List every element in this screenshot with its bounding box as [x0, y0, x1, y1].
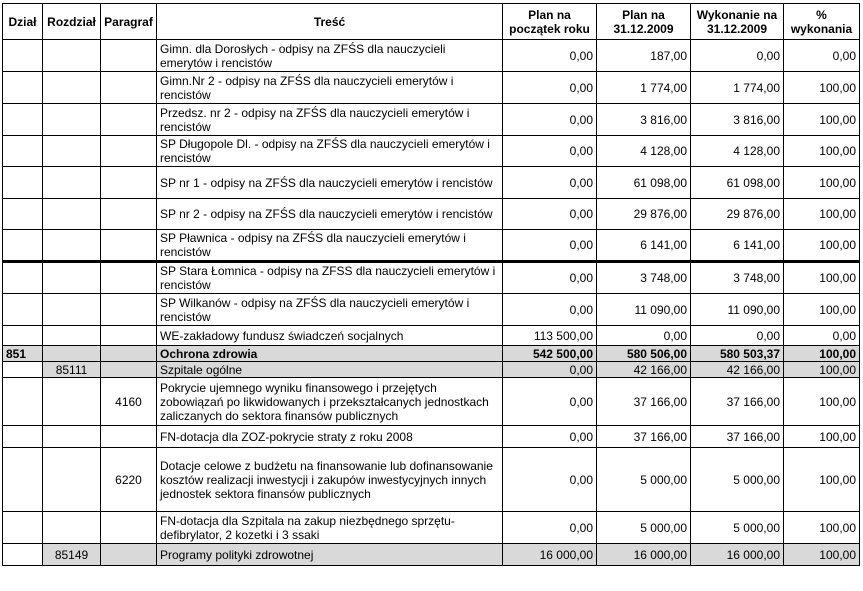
cell-rozdzial: [43, 512, 101, 544]
cell-plan-poczatek: 0,00: [503, 448, 597, 512]
cell-plan-poczatek: 0,00: [503, 362, 597, 378]
cell-wykonanie: 0,00: [691, 326, 784, 346]
cell-plan-31: 5 000,00: [597, 448, 691, 512]
cell-paragraf: 4160: [101, 378, 157, 426]
cell-rozdzial: [43, 346, 101, 362]
cell-rozdzial: [43, 136, 101, 167]
table-row: [3, 199, 860, 230]
cell-procent: 0,00: [784, 40, 860, 72]
cell-wykonanie: 37 166,00: [691, 378, 784, 426]
cell-dzial: [3, 262, 43, 294]
cell-plan-31: 42 166,00: [597, 362, 691, 378]
cell-wykonanie: 1 774,00: [691, 72, 784, 104]
cell-plan-poczatek: 0,00: [503, 167, 597, 199]
table-row: [3, 72, 860, 104]
cell-plan-poczatek: 0,00: [503, 136, 597, 167]
cell-paragraf: [101, 426, 157, 448]
cell-wykonanie: 0,00: [691, 40, 784, 72]
table-row: [3, 167, 860, 199]
cell-tresc: SP nr 1 - odpisy na ZFŚS dla nauczycieli emerytów i rencistów: [157, 167, 503, 199]
cell-tresc: Szpitale ogólne: [157, 362, 503, 378]
cell-tresc: Ochrona zdrowia: [157, 346, 503, 362]
cell-plan-poczatek: 0,00: [503, 262, 597, 294]
cell-wykonanie: 61 098,00: [691, 167, 784, 199]
cell-procent: 100,00: [784, 167, 860, 199]
cell-rozdzial: [43, 40, 101, 72]
cell-rozdzial: [43, 262, 101, 294]
header-row: [3, 4, 860, 40]
cell-plan-poczatek: 542 500,00: [503, 346, 597, 362]
cell-plan-poczatek: 0,00: [503, 40, 597, 72]
cell-dzial: [3, 199, 43, 230]
col-header-paragraf: Paragraf: [101, 4, 157, 40]
cell-paragraf: [101, 40, 157, 72]
cell-procent: 100,00: [784, 294, 860, 326]
col-header-plan-31: Plan na 31.12.2009: [597, 4, 691, 40]
table-row: [3, 40, 860, 72]
cell-plan-31: 580 506,00: [597, 346, 691, 362]
cell-wykonanie: 42 166,00: [691, 362, 784, 378]
cell-paragraf: [101, 326, 157, 346]
cell-dzial: [3, 72, 43, 104]
cell-plan-31: 61 098,00: [597, 167, 691, 199]
cell-dzial: [3, 512, 43, 544]
cell-plan-31: 37 166,00: [597, 426, 691, 448]
cell-paragraf: [101, 230, 157, 262]
cell-rozdzial: [43, 230, 101, 262]
col-header-tresc: Treść: [157, 4, 503, 40]
cell-rozdzial: 85149: [43, 544, 101, 566]
cell-plan-poczatek: 0,00: [503, 426, 597, 448]
cell-wykonanie: 3 748,00: [691, 262, 784, 294]
cell-wykonanie: 37 166,00: [691, 426, 784, 448]
cell-procent: 100,00: [784, 362, 860, 378]
cell-rozdzial: [43, 426, 101, 448]
cell-procent: 100,00: [784, 346, 860, 362]
table-row: [3, 512, 860, 544]
cell-paragraf: [101, 199, 157, 230]
cell-paragraf: [101, 72, 157, 104]
cell-dzial: [3, 294, 43, 326]
cell-wykonanie: 3 816,00: [691, 104, 784, 136]
cell-rozdzial: [43, 326, 101, 346]
cell-tresc: SP nr 2 - odpisy na ZFŚS dla nauczycieli emerytów i rencistów: [157, 199, 503, 230]
cell-procent: 100,00: [784, 72, 860, 104]
cell-procent: 100,00: [784, 448, 860, 512]
cell-procent: 100,00: [784, 136, 860, 167]
cell-wykonanie: 11 090,00: [691, 294, 784, 326]
table-row: [3, 426, 860, 448]
table-row-dzial: [3, 346, 860, 362]
cell-procent: 100,00: [784, 230, 860, 262]
cell-rozdzial: [43, 167, 101, 199]
table-row-rozdzial: [3, 362, 860, 378]
cell-dzial: [3, 230, 43, 262]
cell-procent: 100,00: [784, 104, 860, 136]
table-row: [3, 326, 860, 346]
cell-rozdzial: [43, 199, 101, 230]
cell-plan-31: 4 128,00: [597, 136, 691, 167]
cell-rozdzial: 85111: [43, 362, 101, 378]
cell-tresc: Gimn.Nr 2 - odpisy na ZFŚS dla nauczycieli emerytów i rencistów: [157, 72, 503, 104]
cell-wykonanie: 4 128,00: [691, 136, 784, 167]
cell-plan-31: 16 000,00: [597, 544, 691, 566]
cell-paragraf: [101, 294, 157, 326]
cell-dzial: [3, 378, 43, 426]
budget-table: [2, 3, 860, 566]
cell-plan-31: 3 816,00: [597, 104, 691, 136]
table-row: [3, 230, 860, 262]
cell-plan-poczatek: 0,00: [503, 512, 597, 544]
cell-plan-poczatek: 113 500,00: [503, 326, 597, 346]
cell-procent: 100,00: [784, 544, 860, 566]
cell-dzial: [3, 167, 43, 199]
cell-paragraf: [101, 167, 157, 199]
cell-plan-poczatek: 0,00: [503, 199, 597, 230]
cell-rozdzial: [43, 104, 101, 136]
cell-plan-31: 6 141,00: [597, 230, 691, 262]
cell-procent: 100,00: [784, 512, 860, 544]
cell-plan-poczatek: 0,00: [503, 104, 597, 136]
cell-tresc: Przedsz. nr 2 - odpisy na ZFŚS dla nauczycieli emerytów i rencistów: [157, 104, 503, 136]
cell-procent: 0,00: [784, 326, 860, 346]
cell-dzial: [3, 104, 43, 136]
cell-dzial: [3, 544, 43, 566]
table-row-rozdzial: [3, 544, 860, 566]
col-header-dzial: Dział: [3, 4, 43, 40]
cell-tresc: FN-dotacja dla Szpitala na zakup niezbędnego sprzętu-defibrylator, 2 kozetki i 3 ssaki: [157, 512, 503, 544]
cell-tresc: SP Pławnica - odpisy na ZFŚS dla nauczycieli emerytów i rencistów: [157, 230, 503, 262]
cell-tresc: WE-zakładowy fundusz świadczeń socjalnych: [157, 326, 503, 346]
cell-plan-poczatek: 0,00: [503, 72, 597, 104]
cell-rozdzial: [43, 72, 101, 104]
cell-rozdzial: [43, 294, 101, 326]
cell-tresc: SP Długopole Dl. - odpisy na ZFŚS dla nauczycieli emerytów i rencistów: [157, 136, 503, 167]
cell-plan-31: 0,00: [597, 326, 691, 346]
table-row: [3, 294, 860, 326]
cell-wykonanie: 6 141,00: [691, 230, 784, 262]
cell-plan-poczatek: 16 000,00: [503, 544, 597, 566]
cell-tresc: Pokrycie ujemnego wyniku finansowego i przejętych zobowiązań po likwidowanych i przekształcanych jednostkach zaliczanych do sektora finansów publicznych: [157, 378, 503, 426]
cell-plan-poczatek: 0,00: [503, 230, 597, 262]
table-row: [3, 136, 860, 167]
cell-plan-31: 3 748,00: [597, 262, 691, 294]
cell-paragraf: 6220: [101, 448, 157, 512]
cell-plan-31: 11 090,00: [597, 294, 691, 326]
cell-plan-poczatek: 0,00: [503, 294, 597, 326]
cell-dzial: [3, 426, 43, 448]
cell-dzial: 851: [3, 346, 43, 362]
cell-dzial: [3, 40, 43, 72]
col-header-rozdzial: Rozdział: [43, 4, 101, 40]
cell-wykonanie: 16 000,00: [691, 544, 784, 566]
cell-plan-31: 187,00: [597, 40, 691, 72]
table-row: [3, 104, 860, 136]
cell-paragraf: [101, 362, 157, 378]
cell-wykonanie: 5 000,00: [691, 512, 784, 544]
col-header-wykonanie: Wykonanie na 31.12.2009: [691, 4, 784, 40]
cell-procent: 100,00: [784, 426, 860, 448]
cell-tresc: SP Stara Łomnica - odpisy na ZFSS dla nauczycieli emerytów i rencistów: [157, 262, 503, 294]
cell-tresc: Programy polityki zdrowotnej: [157, 544, 503, 566]
cell-plan-31: 5 000,00: [597, 512, 691, 544]
cell-procent: 100,00: [784, 262, 860, 294]
cell-rozdzial: [43, 378, 101, 426]
cell-procent: 100,00: [784, 199, 860, 230]
cell-procent: 100,00: [784, 378, 860, 426]
cell-paragraf: [101, 262, 157, 294]
cell-paragraf: [101, 512, 157, 544]
cell-wykonanie: 29 876,00: [691, 199, 784, 230]
cell-dzial: [3, 448, 43, 512]
cell-tresc: Gimn. dla Dorosłych - odpisy na ZFŚS dla nauczycieli emerytów i rencistów: [157, 40, 503, 72]
cell-plan-poczatek: 0,00: [503, 378, 597, 426]
cell-plan-31: 1 774,00: [597, 72, 691, 104]
col-header-procent: % wykonania: [784, 4, 860, 40]
cell-paragraf: [101, 136, 157, 167]
table-row: [3, 262, 860, 294]
col-header-plan-poczatek: Plan na początek roku: [503, 4, 597, 40]
cell-dzial: [3, 136, 43, 167]
cell-plan-31: 29 876,00: [597, 199, 691, 230]
cell-paragraf: [101, 544, 157, 566]
cell-wykonanie: 580 503,37: [691, 346, 784, 362]
cell-tresc: Dotacje celowe z budżetu na finansowanie lub dofinansowanie kosztów realizacji inwestycji i zakupów inwestycyjnych innych jednostek sektora finansów publicznych: [157, 448, 503, 512]
cell-dzial: [3, 362, 43, 378]
cell-wykonanie: 5 000,00: [691, 448, 784, 512]
cell-plan-31: 37 166,00: [597, 378, 691, 426]
cell-paragraf: [101, 104, 157, 136]
cell-tresc: FN-dotacja dla ZOZ-pokrycie straty z roku 2008: [157, 426, 503, 448]
cell-tresc: SP Wilkanów - odpisy na ZFŚS dla nauczycieli emerytów i rencistów: [157, 294, 503, 326]
table-row: [3, 448, 860, 512]
table-row: [3, 378, 860, 426]
cell-paragraf: [101, 346, 157, 362]
cell-rozdzial: [43, 448, 101, 512]
cell-dzial: [3, 326, 43, 346]
